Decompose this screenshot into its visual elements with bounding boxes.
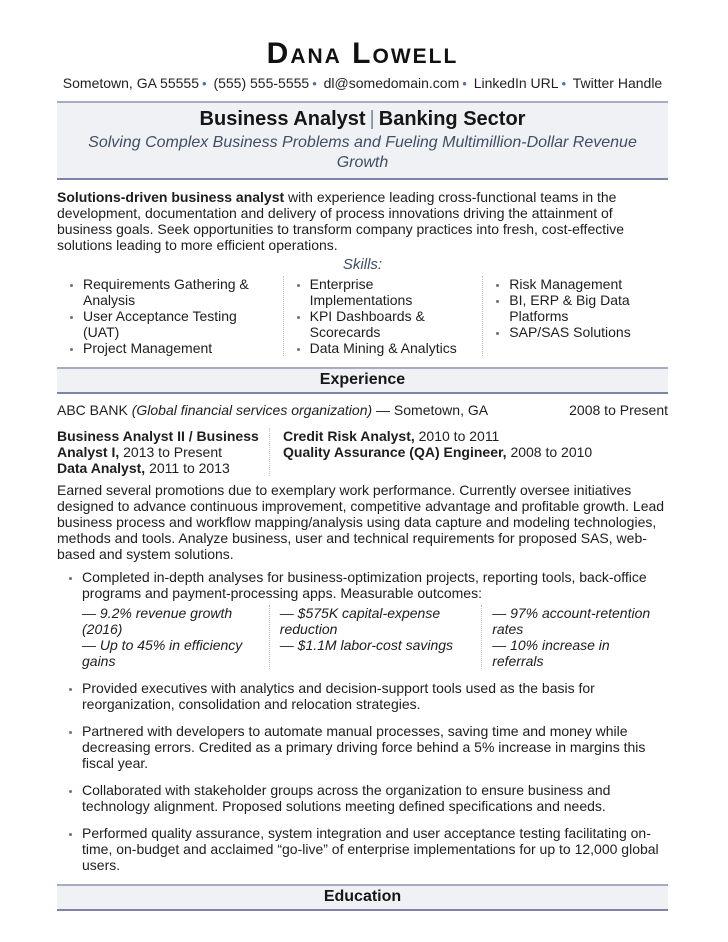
role-title: Credit Risk Analyst, xyxy=(283,427,415,444)
outcomes-column-1 xyxy=(82,605,269,669)
skill-item: • Risk Management xyxy=(509,276,662,292)
role-title: Data Analyst, xyxy=(57,459,146,476)
skill-item: • Requirements Gathering & Analysis xyxy=(83,276,277,308)
roles-column-left xyxy=(57,428,269,476)
section-title: Experience xyxy=(319,370,406,388)
employer-name: ABC BANK xyxy=(57,401,128,418)
contact-linkedin: LinkedIn URL xyxy=(473,74,559,91)
outcome-item: — 10% increase in referrals xyxy=(492,636,610,669)
experience-section-header xyxy=(57,367,668,394)
skills-heading: Skills: xyxy=(342,255,383,273)
experience-bullet: • Partnered with developers to automate manual processes, saving time and money while decreasing errors. Credited as a primary driving force behind a 5% increase in margins this fiscal year. xyxy=(82,723,668,771)
skill-item: • Enterprise Implementations xyxy=(310,276,477,308)
job-title-sector: Banking Sector xyxy=(378,108,526,131)
measurable-outcomes xyxy=(82,605,668,669)
contact-location: Sometown, GA 55555 xyxy=(62,74,199,91)
bullet-text: Completed in-depth analyses for business-optimization projects, reporting tools, back-office programs and payment-processing apps. Measurable outcomes: xyxy=(82,568,647,601)
title-banner xyxy=(57,101,668,179)
outcomes-column-3 xyxy=(481,605,668,669)
tagline: Solving Complex Business Problems and Fueling Multimillion-Dollar Revenue Growth xyxy=(88,134,637,171)
employer-location: — Sometown, GA xyxy=(376,401,489,418)
separator-dot-icon: • xyxy=(561,75,567,91)
role-entry xyxy=(57,428,269,460)
role-entry xyxy=(283,428,668,444)
experience-bullet: • Provided executives with analytics and decision-support tools used as the basis for reorganization, consolidation and relocation strategies. xyxy=(82,680,668,712)
role-dates: 2013 to Present xyxy=(123,443,222,460)
skill-item: • User Acceptance Testing (UAT) xyxy=(83,308,277,340)
contact-phone: (555) 555-5555 xyxy=(213,74,310,91)
roles-column-right xyxy=(269,428,668,476)
summary-body: with experience leading cross-functional teams in the development, documentation and delivery of process innovations driving the attainment of business goals. Seek opportunities to transform company practices into fresh, cost-effective solutions leading to more efficient operations. xyxy=(57,188,625,253)
summary-lead: Solutions-driven business analyst xyxy=(57,188,285,205)
skill-item: • KPI Dashboards & Scorecards xyxy=(310,308,477,340)
separator-dot-icon: • xyxy=(312,75,317,91)
role-title: Business Analyst II / Business Analyst I, xyxy=(57,427,259,460)
pipe-separator: | xyxy=(369,108,375,131)
education-section-header xyxy=(57,884,668,911)
job-title-role: Business Analyst xyxy=(199,108,366,131)
employment-dates: 2008 to Present xyxy=(569,401,668,418)
role-entry xyxy=(283,444,668,460)
experience-overview: Earned several promotions due to exemplary work performance. Currently oversee initiatives designed to advance continuous improvement, competitive advantage and profitable growth. Lead business process and workflow mapping/analysis using data capture and modeling technologies, methods and tools. Analyze business, user and technical requirements for proposed SAS, web-based and system solutions. xyxy=(57,481,665,562)
outcome-item: — 9.2% revenue growth (2016) xyxy=(82,604,233,637)
outcome-item: — Up to 45% in efficiency gains xyxy=(82,636,243,669)
employer-row xyxy=(57,402,668,418)
skills-column-3 xyxy=(482,276,668,356)
role-dates: 2008 to 2010 xyxy=(510,443,593,460)
skills-grid xyxy=(57,276,668,356)
role-entry xyxy=(57,460,269,476)
roles-grid xyxy=(57,428,668,476)
skill-item: • BI, ERP & Big Data Platforms xyxy=(509,292,662,324)
skill-item: • SAP/SAS Solutions xyxy=(509,324,662,340)
job-title-line xyxy=(65,107,660,131)
separator-dot-icon: • xyxy=(201,75,207,91)
outcome-item: — 97% account-retention rates xyxy=(492,604,651,637)
contact-email: dl@somedomain.com xyxy=(323,74,460,91)
outcome-item: — $575K capital-expense reduction xyxy=(279,604,441,637)
role-dates: 2010 to 2011 xyxy=(418,427,500,444)
outcome-item: — $1.1M labor-cost savings xyxy=(279,636,454,653)
experience-bullet: • Performed quality assurance, system integration and user acceptance testing facilitating on-time, on-budget and acclaimed “go-live” of enterprise implementations for up to 12,000 global users. xyxy=(82,825,668,873)
employer-info xyxy=(57,402,488,418)
section-title: Education xyxy=(323,887,402,905)
experience-bullet xyxy=(82,569,668,669)
outcomes-column-2 xyxy=(269,605,481,669)
skill-item: • Data Mining & Analytics xyxy=(310,340,477,356)
contact-twitter: Twitter Handle xyxy=(572,74,663,91)
experience-bullet: • Collaborated with stakeholder groups across the organization to ensure business and technology alignment. Proposed solutions meeting defined specifications and needs. xyxy=(82,782,668,814)
contact-line xyxy=(57,74,668,93)
skills-column-2 xyxy=(283,276,483,356)
employer-descriptor: (Global financial services organization) xyxy=(131,401,373,418)
role-dates: 2011 to 2013 xyxy=(149,459,230,476)
candidate-name: Dana Lowell xyxy=(266,37,459,70)
skill-item: • Project Management xyxy=(83,340,277,356)
skills-column-1 xyxy=(57,276,283,356)
separator-dot-icon: • xyxy=(462,75,467,91)
role-title: Quality Assurance (QA) Engineer, xyxy=(283,443,507,460)
summary-paragraph xyxy=(57,189,668,253)
experience-bullets xyxy=(57,569,668,873)
